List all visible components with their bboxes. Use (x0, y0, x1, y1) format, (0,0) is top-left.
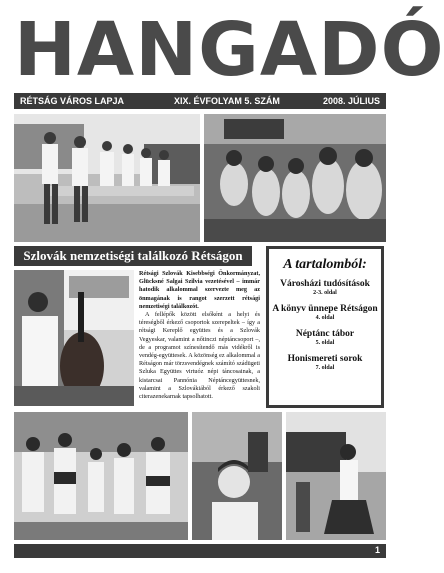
photo-audience (204, 114, 386, 242)
photo-folk-costumes (14, 412, 188, 540)
contents-item[interactable] (269, 354, 381, 371)
contents-item-page: 5. oldal (315, 340, 335, 346)
contents-box (266, 246, 384, 408)
page-number: 1 (374, 545, 380, 555)
contents-item[interactable] (269, 279, 381, 296)
issue-date: 2008. JÚLIUS (322, 96, 380, 106)
contents-item[interactable] (269, 329, 381, 346)
contents-title: A tartalomból: (283, 257, 367, 272)
volume-issue: XIX. ÉVFOLYAM 5. SZÁM (174, 96, 280, 106)
contents-item-title: Városházi tudósítások (280, 279, 370, 289)
photo-girl-portrait (192, 412, 282, 540)
header-bar (14, 93, 386, 109)
article-headline: Szlovák nemzetiségi találkozó Rétságon (14, 246, 252, 266)
masthead (14, 7, 444, 93)
contents-item-page: 2-3. oldal (313, 290, 337, 296)
contents-item-title: Néptánc tábor (295, 329, 355, 339)
masthead-title: HANGADÓ (14, 7, 444, 93)
contents-item-page: 4. oldal (315, 315, 335, 321)
photo-bass-player (14, 270, 134, 406)
contents-item-title: Honismereti sorok (287, 354, 363, 364)
publication-name: RÉTSÁG VÁROS LAPJA (20, 96, 125, 106)
footer-bar (14, 544, 386, 558)
article-body (139, 270, 260, 401)
contents-item-page: 7. oldal (315, 365, 335, 371)
photo-ceremony (14, 114, 200, 242)
contents-item[interactable] (269, 304, 381, 321)
article-paragraph: A fellépők között elsőként a helyi és téreségből érkező csoportok szerepeltek – így a rétsági Kereplő együttes és a Szlovák Vegyeskar, valamint a nőtinczi néptáncsoport –, de a programot színesítendő más vidékről is vendég-együttesek. A közönség ez alkalommal a Rétságon már törzsvendégnek számító szádügeti Szluka Együttes virtuóz népi táncosainak, a kistarcsai Pannónia Néptáncegyüttesnek, valamint a Szlovákiából érkező szakoli citerazenekarnak tapsolhatott. (139, 311, 260, 401)
photo-dancers (286, 412, 386, 540)
article-lead: Rétsági Szlovák Kisebbségi Önkormányzat, Glücksné Salgai Szilvia vezetésével – immár hatodik alkalommal szervezte meg az önmagának is rangot szerzett rétsági nemzetiségi találkozót. (139, 270, 260, 310)
contents-item-title: A könyv ünnepe Rétságon (272, 304, 378, 314)
